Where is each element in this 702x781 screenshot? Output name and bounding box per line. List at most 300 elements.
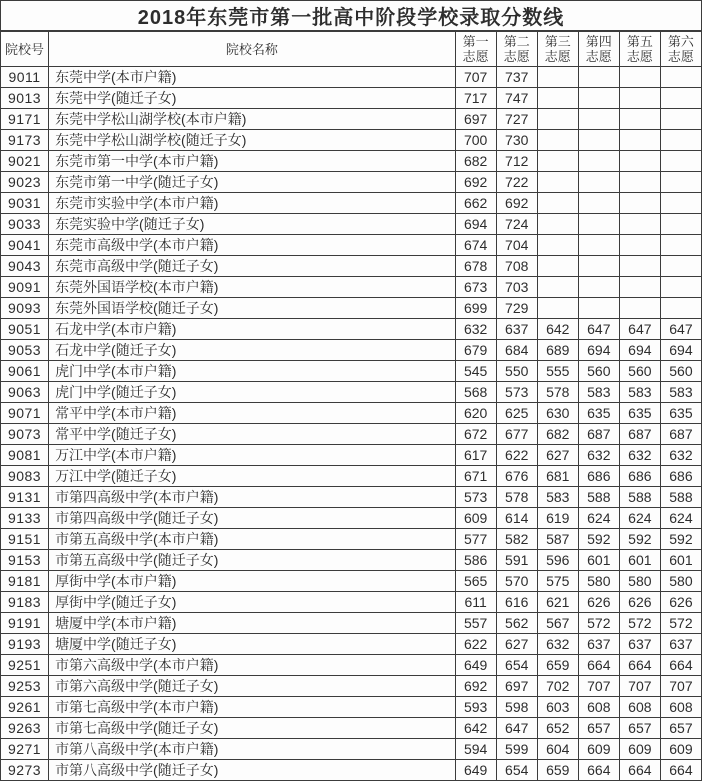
score-cell: 560 <box>619 361 660 382</box>
score-cell <box>619 277 660 298</box>
score-cell: 694 <box>455 214 496 235</box>
school-name: 万江中学(本市户籍) <box>49 445 456 466</box>
score-cell: 632 <box>455 319 496 340</box>
score-cell: 592 <box>578 529 619 550</box>
school-name: 东莞中学(本市户籍) <box>49 67 456 88</box>
score-cell <box>660 130 701 151</box>
school-code: 9151 <box>1 529 49 550</box>
score-cell: 686 <box>619 466 660 487</box>
school-name: 市第四高级中学(随迁子女) <box>49 508 456 529</box>
score-cell: 642 <box>537 319 578 340</box>
table-row <box>1 592 702 613</box>
score-cell <box>578 277 619 298</box>
score-cell: 637 <box>496 319 537 340</box>
school-name: 东莞市实验中学(本市户籍) <box>49 193 456 214</box>
score-cell: 664 <box>660 760 701 781</box>
score-cell: 601 <box>619 550 660 571</box>
school-name: 市第六高级中学(本市户籍) <box>49 655 456 676</box>
score-cell <box>578 109 619 130</box>
score-cell: 608 <box>619 697 660 718</box>
score-cell <box>660 214 701 235</box>
score-cell: 598 <box>496 697 537 718</box>
school-name: 东莞中学松山湖学校(随迁子女) <box>49 130 456 151</box>
school-code: 9091 <box>1 277 49 298</box>
school-name: 虎门中学(本市户籍) <box>49 361 456 382</box>
school-code: 9051 <box>1 319 49 340</box>
score-cell <box>660 67 701 88</box>
school-code: 9173 <box>1 130 49 151</box>
score-cell: 592 <box>660 529 701 550</box>
score-cell: 692 <box>455 172 496 193</box>
score-cell: 630 <box>537 403 578 424</box>
school-code: 9021 <box>1 151 49 172</box>
score-cell: 588 <box>619 487 660 508</box>
score-cell <box>537 130 578 151</box>
score-cell: 647 <box>660 319 701 340</box>
score-cell: 707 <box>455 67 496 88</box>
score-cell: 626 <box>619 592 660 613</box>
score-cell: 687 <box>660 424 701 445</box>
school-name: 石龙中学(本市户籍) <box>49 319 456 340</box>
score-cell: 694 <box>578 340 619 361</box>
score-cell: 624 <box>660 508 701 529</box>
score-cell <box>660 193 701 214</box>
school-code: 9153 <box>1 550 49 571</box>
score-cell <box>537 172 578 193</box>
school-name: 东莞中学松山湖学校(本市户籍) <box>49 109 456 130</box>
score-cell <box>537 193 578 214</box>
school-name: 市第七高级中学(本市户籍) <box>49 697 456 718</box>
school-code: 9031 <box>1 193 49 214</box>
table-row <box>1 151 702 172</box>
score-cell <box>619 130 660 151</box>
column-header: 第二 志愿 <box>496 31 537 67</box>
score-cell: 575 <box>537 571 578 592</box>
score-cell: 616 <box>496 592 537 613</box>
table-row <box>1 277 702 298</box>
score-cell: 679 <box>455 340 496 361</box>
score-cell <box>578 298 619 319</box>
school-code: 9253 <box>1 676 49 697</box>
score-cell: 617 <box>455 445 496 466</box>
school-code: 9133 <box>1 508 49 529</box>
score-cell: 692 <box>455 676 496 697</box>
school-code: 9013 <box>1 88 49 109</box>
school-name: 厚街中学(本市户籍) <box>49 571 456 592</box>
score-cell <box>537 214 578 235</box>
score-cell <box>537 109 578 130</box>
score-cell: 664 <box>578 760 619 781</box>
score-cell: 682 <box>537 424 578 445</box>
school-code: 9261 <box>1 697 49 718</box>
school-name: 东莞中学(随迁子女) <box>49 88 456 109</box>
score-cell <box>660 277 701 298</box>
table-row <box>1 529 702 550</box>
score-cell: 626 <box>578 592 619 613</box>
score-cell: 697 <box>455 109 496 130</box>
score-cell <box>578 256 619 277</box>
table-row <box>1 172 702 193</box>
table-row <box>1 655 702 676</box>
score-cell: 594 <box>455 739 496 760</box>
score-cell: 637 <box>660 634 701 655</box>
score-cell: 699 <box>455 298 496 319</box>
score-cell: 727 <box>496 109 537 130</box>
score-cell: 707 <box>660 676 701 697</box>
score-cell: 588 <box>578 487 619 508</box>
score-cell: 614 <box>496 508 537 529</box>
score-cell <box>578 88 619 109</box>
score-cell: 637 <box>578 634 619 655</box>
table-row <box>1 550 702 571</box>
score-cell: 583 <box>537 487 578 508</box>
school-code: 9093 <box>1 298 49 319</box>
school-code: 9193 <box>1 634 49 655</box>
column-header: 院校号 <box>1 31 49 67</box>
score-cell: 717 <box>455 88 496 109</box>
score-cell: 625 <box>496 403 537 424</box>
score-cell: 557 <box>455 613 496 634</box>
score-cell: 570 <box>496 571 537 592</box>
score-cell: 601 <box>578 550 619 571</box>
score-cell: 657 <box>619 718 660 739</box>
score-cell: 567 <box>537 613 578 634</box>
column-header: 第一 志愿 <box>455 31 496 67</box>
score-cell: 659 <box>537 655 578 676</box>
school-code: 9053 <box>1 340 49 361</box>
score-cell <box>578 172 619 193</box>
school-code: 9043 <box>1 256 49 277</box>
score-cell: 627 <box>537 445 578 466</box>
score-cell <box>619 235 660 256</box>
school-name: 虎门中学(随迁子女) <box>49 382 456 403</box>
score-cell <box>660 109 701 130</box>
school-name: 东莞实验中学(随迁子女) <box>49 214 456 235</box>
score-cell: 672 <box>455 424 496 445</box>
score-cell: 560 <box>660 361 701 382</box>
school-name: 市第五高级中学(本市户籍) <box>49 529 456 550</box>
title-row <box>1 1 702 32</box>
school-name: 东莞市高级中学(本市户籍) <box>49 235 456 256</box>
score-cell: 580 <box>660 571 701 592</box>
school-name: 东莞市第一中学(本市户籍) <box>49 151 456 172</box>
table-row <box>1 571 702 592</box>
score-cell: 649 <box>455 760 496 781</box>
column-header: 第五 志愿 <box>619 31 660 67</box>
school-name: 东莞外国语学校(随迁子女) <box>49 298 456 319</box>
score-cell: 674 <box>455 235 496 256</box>
score-cell: 624 <box>578 508 619 529</box>
table-row <box>1 403 702 424</box>
score-cell: 647 <box>619 319 660 340</box>
score-cell: 684 <box>496 340 537 361</box>
score-cell <box>660 88 701 109</box>
score-cell <box>537 277 578 298</box>
score-cell <box>619 67 660 88</box>
school-code: 9131 <box>1 487 49 508</box>
school-code: 9263 <box>1 718 49 739</box>
score-cell: 686 <box>578 466 619 487</box>
table-row <box>1 340 702 361</box>
column-header: 第六 志愿 <box>660 31 701 67</box>
score-cell: 700 <box>455 130 496 151</box>
score-cell <box>578 130 619 151</box>
school-code: 9251 <box>1 655 49 676</box>
score-cell: 729 <box>496 298 537 319</box>
score-cell: 609 <box>660 739 701 760</box>
score-cell: 677 <box>496 424 537 445</box>
score-cell: 635 <box>578 403 619 424</box>
table-row <box>1 319 702 340</box>
score-cell: 686 <box>660 466 701 487</box>
score-cell: 632 <box>619 445 660 466</box>
score-cell: 682 <box>455 151 496 172</box>
score-cell: 647 <box>496 718 537 739</box>
school-name: 市第八高级中学(随迁子女) <box>49 760 456 781</box>
school-name: 东莞外国语学校(本市户籍) <box>49 277 456 298</box>
score-cell: 603 <box>537 697 578 718</box>
school-name: 市第七高级中学(随迁子女) <box>49 718 456 739</box>
school-name: 市第五高级中学(随迁子女) <box>49 550 456 571</box>
score-cell: 724 <box>496 214 537 235</box>
school-name: 石龙中学(随迁子女) <box>49 340 456 361</box>
table-row <box>1 445 702 466</box>
score-cell: 627 <box>496 634 537 655</box>
score-cell <box>619 151 660 172</box>
school-code: 9061 <box>1 361 49 382</box>
score-cell: 568 <box>455 382 496 403</box>
score-cell <box>537 67 578 88</box>
score-cell: 708 <box>496 256 537 277</box>
school-name: 塘厦中学(随迁子女) <box>49 634 456 655</box>
score-cell: 657 <box>660 718 701 739</box>
column-header: 院校名称 <box>49 31 456 67</box>
score-cell: 578 <box>496 487 537 508</box>
score-cell: 626 <box>660 592 701 613</box>
school-name: 市第六高级中学(随迁子女) <box>49 676 456 697</box>
table-row <box>1 613 702 634</box>
score-cell: 609 <box>619 739 660 760</box>
score-cell: 662 <box>455 193 496 214</box>
table-row <box>1 508 702 529</box>
score-cell <box>619 298 660 319</box>
score-cell: 697 <box>496 676 537 697</box>
score-cell: 703 <box>496 277 537 298</box>
score-cell: 580 <box>578 571 619 592</box>
score-cell <box>660 256 701 277</box>
score-cell: 673 <box>455 277 496 298</box>
score-cell: 586 <box>455 550 496 571</box>
school-code: 9033 <box>1 214 49 235</box>
score-cell: 664 <box>619 760 660 781</box>
table-row <box>1 214 702 235</box>
school-name: 厚街中学(随迁子女) <box>49 592 456 613</box>
school-code: 9273 <box>1 760 49 781</box>
column-header-row <box>1 31 702 67</box>
school-code: 9063 <box>1 382 49 403</box>
table-row <box>1 487 702 508</box>
score-cell <box>578 193 619 214</box>
table-row <box>1 382 702 403</box>
table-row <box>1 739 702 760</box>
score-cell: 632 <box>537 634 578 655</box>
score-cell: 583 <box>578 382 619 403</box>
score-cell: 601 <box>660 550 701 571</box>
score-cell <box>619 193 660 214</box>
score-cell: 657 <box>578 718 619 739</box>
score-cell: 572 <box>660 613 701 634</box>
score-cell: 649 <box>455 655 496 676</box>
table-row <box>1 298 702 319</box>
score-cell: 707 <box>578 676 619 697</box>
score-cell <box>578 151 619 172</box>
score-cell <box>537 88 578 109</box>
score-cell: 664 <box>578 655 619 676</box>
score-cell: 647 <box>578 319 619 340</box>
school-name: 市第四高级中学(本市户籍) <box>49 487 456 508</box>
score-cell: 621 <box>537 592 578 613</box>
score-cell: 620 <box>455 403 496 424</box>
score-cell: 577 <box>455 529 496 550</box>
score-cell: 583 <box>660 382 701 403</box>
score-cell: 562 <box>496 613 537 634</box>
score-cell: 572 <box>578 613 619 634</box>
table-row <box>1 424 702 445</box>
score-cell <box>619 172 660 193</box>
score-cell: 608 <box>578 697 619 718</box>
score-cell: 545 <box>455 361 496 382</box>
score-cell <box>660 172 701 193</box>
score-cell: 681 <box>537 466 578 487</box>
score-cell: 712 <box>496 151 537 172</box>
score-cell: 692 <box>496 193 537 214</box>
school-code: 9023 <box>1 172 49 193</box>
score-cell: 654 <box>496 655 537 676</box>
score-cell: 704 <box>496 235 537 256</box>
school-code: 9011 <box>1 67 49 88</box>
score-cell: 619 <box>537 508 578 529</box>
score-cell: 694 <box>619 340 660 361</box>
score-cell: 642 <box>455 718 496 739</box>
score-cell: 664 <box>619 655 660 676</box>
table-row <box>1 67 702 88</box>
school-name: 塘厦中学(本市户籍) <box>49 613 456 634</box>
score-cell: 609 <box>455 508 496 529</box>
score-cell <box>660 151 701 172</box>
score-cell: 588 <box>660 487 701 508</box>
table-row <box>1 235 702 256</box>
table-row <box>1 88 702 109</box>
score-cell: 573 <box>455 487 496 508</box>
score-cell: 572 <box>619 613 660 634</box>
school-code: 9041 <box>1 235 49 256</box>
score-cell: 702 <box>537 676 578 697</box>
table-row <box>1 130 702 151</box>
score-cell: 596 <box>537 550 578 571</box>
score-cell <box>619 256 660 277</box>
score-cell: 687 <box>578 424 619 445</box>
score-cell: 635 <box>660 403 701 424</box>
score-cell: 635 <box>619 403 660 424</box>
score-cell: 593 <box>455 697 496 718</box>
score-cell: 654 <box>496 760 537 781</box>
score-cell: 592 <box>619 529 660 550</box>
score-cell: 624 <box>619 508 660 529</box>
column-header: 第三 志愿 <box>537 31 578 67</box>
score-cell: 582 <box>496 529 537 550</box>
score-cell <box>578 214 619 235</box>
score-cell: 591 <box>496 550 537 571</box>
score-cell: 659 <box>537 760 578 781</box>
table-row <box>1 109 702 130</box>
score-cell: 722 <box>496 172 537 193</box>
score-cell: 664 <box>660 655 701 676</box>
score-cell <box>537 235 578 256</box>
score-cell: 611 <box>455 592 496 613</box>
score-cell: 580 <box>619 571 660 592</box>
score-cell: 583 <box>619 382 660 403</box>
score-cell <box>660 298 701 319</box>
school-code: 9083 <box>1 466 49 487</box>
score-cell <box>619 214 660 235</box>
table-row <box>1 193 702 214</box>
table-body <box>1 67 702 781</box>
score-cell <box>619 88 660 109</box>
score-cell: 599 <box>496 739 537 760</box>
score-cell: 707 <box>619 676 660 697</box>
score-cell: 671 <box>455 466 496 487</box>
score-cell: 632 <box>578 445 619 466</box>
school-name: 东莞市第一中学(随迁子女) <box>49 172 456 193</box>
score-cell: 555 <box>537 361 578 382</box>
score-cell: 578 <box>537 382 578 403</box>
score-cell <box>537 298 578 319</box>
table-row <box>1 676 702 697</box>
school-code: 9071 <box>1 403 49 424</box>
score-cell: 608 <box>660 697 701 718</box>
score-cell: 687 <box>619 424 660 445</box>
score-cell: 694 <box>660 340 701 361</box>
school-code: 9191 <box>1 613 49 634</box>
score-cell <box>537 151 578 172</box>
table-row <box>1 697 702 718</box>
table-row <box>1 361 702 382</box>
score-cell: 676 <box>496 466 537 487</box>
school-name: 市第八高级中学(本市户籍) <box>49 739 456 760</box>
score-cell: 632 <box>660 445 701 466</box>
score-cell: 622 <box>455 634 496 655</box>
score-cell: 587 <box>537 529 578 550</box>
score-cell: 560 <box>578 361 619 382</box>
score-cell: 637 <box>619 634 660 655</box>
table-row <box>1 256 702 277</box>
score-cell: 604 <box>537 739 578 760</box>
school-code: 9171 <box>1 109 49 130</box>
school-name: 常平中学(随迁子女) <box>49 424 456 445</box>
school-name: 东莞市高级中学(随迁子女) <box>49 256 456 277</box>
school-code: 9181 <box>1 571 49 592</box>
score-cell: 689 <box>537 340 578 361</box>
score-cell <box>578 235 619 256</box>
score-cell: 622 <box>496 445 537 466</box>
column-header: 第四 志愿 <box>578 31 619 67</box>
table-row <box>1 718 702 739</box>
table-row <box>1 466 702 487</box>
score-cell: 609 <box>578 739 619 760</box>
table-row <box>1 760 702 781</box>
score-cell: 678 <box>455 256 496 277</box>
score-cell: 737 <box>496 67 537 88</box>
